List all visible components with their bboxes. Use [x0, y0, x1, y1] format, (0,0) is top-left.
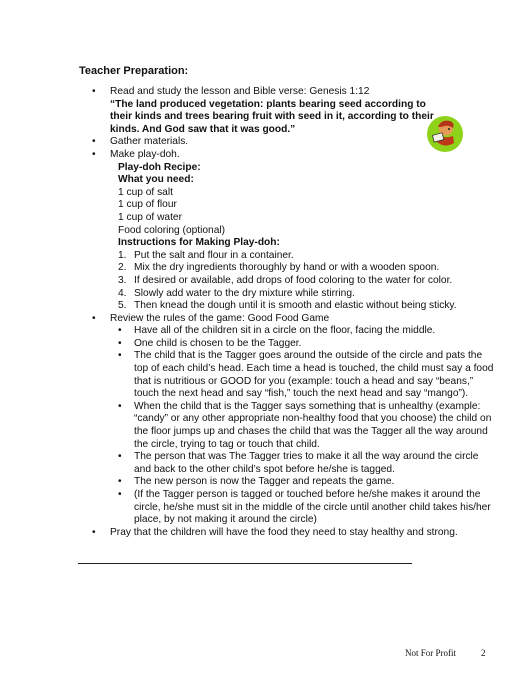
- instruction-step: Slowly add water to the dry mixture while stirring.: [134, 287, 355, 299]
- bullet-study: • Read and study the lesson and Bible verse: Genesis 1:12: [92, 86, 497, 99]
- instruction-step: Then knead the dough until it is smooth and elastic without being sticky.: [134, 300, 457, 312]
- rule-item: • (If the Tagger person is tagged or touched before he/she makes it around the circle, he/she must sit in the middle of the circle until another child takes his/her place, by not making it around the circle): [118, 489, 497, 527]
- ingredient-item: 1 cup of water: [118, 211, 182, 223]
- instruction-step: If desired or available, add drops of food coloring to the water for color.: [134, 274, 453, 286]
- instruction-step: Put the salt and flour in a container.: [134, 249, 294, 261]
- content-column: [92, 86, 497, 539]
- rule-item: • Have all of the children sit in a circle on the floor, facing the middle.: [118, 325, 497, 338]
- page-number: 2: [481, 648, 486, 658]
- footer-text: Not For Profit: [405, 648, 457, 658]
- bullet-make: • Make play-doh.: [92, 149, 497, 162]
- ingredient-item: Food coloring (optional): [118, 224, 226, 236]
- rule-item: • The person that was The Tagger tries to make it all the way around the circle and back to the other child’s spot before he/she is tagged.: [118, 451, 497, 476]
- bullet-gather: • Gather materials.: [92, 136, 497, 149]
- bible-verse: “The land produced vegetation: plants bearing seed according to their kinds and trees bearing fruit with seed in it, according to their kinds. And God saw that it was good.”: [110, 98, 434, 135]
- recipe-need-title: What you need:: [118, 174, 194, 186]
- ingredient-item: 1 cup of salt: [118, 186, 173, 198]
- instruction-steps: [92, 250, 497, 313]
- bullet-pray: • Pray that the children will have the food they need to stay healthy and strong.: [92, 527, 497, 540]
- rule-item: • The child that is the Tagger goes around the outside of the circle and pats the top of each child’s head. Each time a head is touched, the child must say a food that is nutritious or GOOD for you (example: touch a head and say “beans,” touch the next head and say “fish,” touch the next head and say “mango”).: [118, 350, 497, 400]
- instructions-title: Instructions for Making Play-doh:: [118, 237, 280, 249]
- instruction-step: Mix the dry ingredients thoroughly by hand or with a wooden spoon.: [134, 262, 440, 274]
- recipe-title: Play-doh Recipe:: [118, 161, 201, 173]
- rule-item: • One child is chosen to be the Tagger.: [118, 338, 497, 351]
- bullet-review: • Review the rules of the game: Good Food Game: [92, 313, 497, 326]
- rule-item: • When the child that is the Tagger says something that is unhealthy (example: “candy” or any other appropriate non-healthy food that you choose) the child on the floor jumps up and chases the child that was the Tagger all the way around the circle, trying to tag or touch that child.: [118, 401, 497, 451]
- ingredient-item: 1 cup of flour: [118, 199, 177, 211]
- rule-item: • The new person is now the Tagger and repeats the game.: [118, 476, 497, 489]
- footer-divider: [78, 563, 412, 564]
- game-rules: [92, 325, 497, 527]
- page-heading: Teacher Preparation:: [79, 65, 189, 77]
